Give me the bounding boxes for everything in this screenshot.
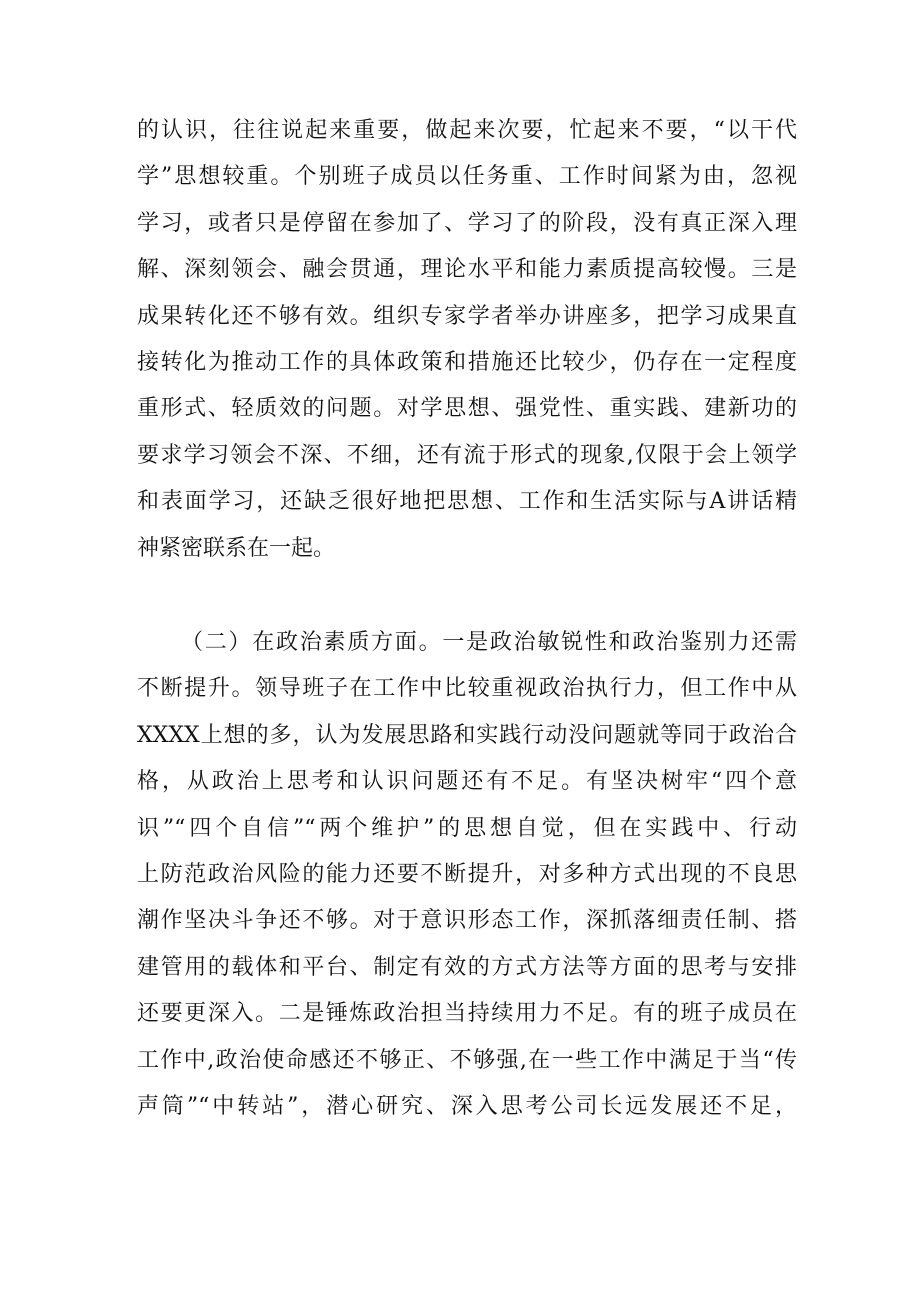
text-line: 和表面学习，还缺乏很好地把思想、工作和生活实际与A讲话精	[137, 489, 797, 515]
text-line: 潮作坚决斗争还不够。对于意识形态工作，深抓落细责任制、搭	[137, 908, 797, 934]
paragraph-political-quality	[137, 620, 797, 1130]
text-line: 学”思想较重。个别班子成员以任务重、工作时间紧为由，忽视	[137, 164, 797, 190]
text-line: 重形式、轻质效的问题。对学思想、强党性、重实践、建新功的	[137, 396, 797, 422]
text-line: 上防范政治风险的能力还要不断提升，对多种方式出现的不良思	[137, 861, 797, 887]
paragraph-study-issues	[137, 108, 797, 572]
text-line: 学习，或者只是停留在参加了、学习了的阶段，没有真正深入理	[137, 210, 797, 236]
section-heading-line: （二）在政治素质方面。一是政治敏锐性和政治鉴别力还需	[181, 630, 797, 655]
text-line: 要求学习领会不深、不细，还有流于形式的现象,仅限于会上领学	[137, 442, 797, 468]
text-line: 识”“四个自信”“两个维护”的思想自觉，但在实践中、行动	[137, 815, 797, 841]
text-line: 还要更深入。二是锤炼政治担当持续用力不足。有的班子成员在	[137, 1001, 797, 1027]
text-line: 格，从政治上思考和认识问题还有不足。有坚决树牢“四个意	[137, 769, 797, 795]
text-line: 声筒”“中转站”，潜心研究、深入思考公司长远发展还不足，	[137, 1093, 797, 1119]
text-line: 解、深刻领会、融会贯通，理论水平和能力素质提高较慢。三是	[137, 257, 797, 283]
text-line: XXXX上想的多，认为发展思路和实践行动没问题就等同于政治合	[137, 722, 797, 748]
text-line: 成果转化还不够有效。组织专家学者举办讲座多，把学习成果直	[137, 303, 797, 329]
text-line: 的认识，往往说起来重要，做起来次要，忙起来不要，“以干代	[137, 118, 797, 143]
text-line: 不断提升。领导班子在工作中比较重视政治执行力，但工作中从	[137, 676, 797, 702]
text-line: 神紧密联系在一起。	[137, 535, 336, 561]
text-line: 接转化为推动工作的具体政策和措施还比较少，仍存在一定程度	[137, 349, 797, 375]
text-line: 工作中,政治使命感还不够正、不够强,在一些工作中满足于当“传	[137, 1047, 797, 1073]
text-line: 建管用的载体和平台、制定有效的方式方法等方面的思考与安排	[137, 954, 797, 980]
